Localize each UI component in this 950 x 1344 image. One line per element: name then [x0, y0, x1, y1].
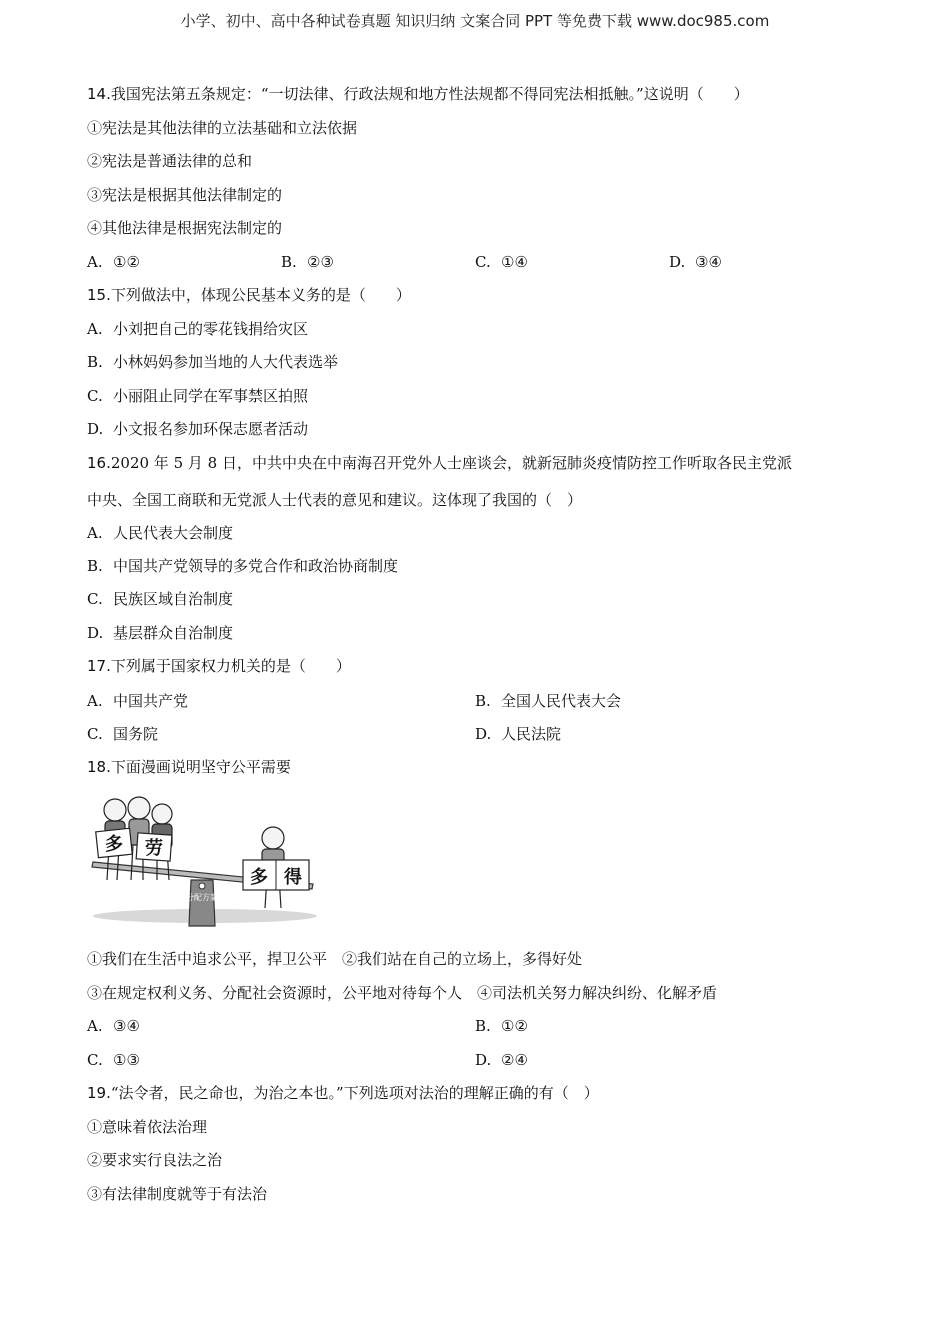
- question-number: 17.: [87, 657, 111, 675]
- q17-option-d[interactable]: D. 人民法院: [475, 725, 562, 743]
- q15-option-a[interactable]: A. 小刘把自己的零花钱捐给灾区: [87, 320, 309, 338]
- q14-option-d[interactable]: D. ③④: [669, 253, 722, 271]
- page-header: 小学、初中、高中各种试卷真题 知识归纳 文案合同 PPT 等免费下载 www.doc985.com: [180, 12, 770, 30]
- q14-option-c[interactable]: C. ①④: [475, 253, 528, 271]
- question-17-stem: 17.下列属于国家权力机关的是（ ）: [87, 657, 351, 675]
- question-number: 15.: [87, 286, 111, 304]
- q14-item-2: ②宪法是普通法律的总和: [87, 152, 253, 170]
- q19-item-3: ③有法律制度就等于有法治: [87, 1185, 268, 1203]
- q19-item-2: ②要求实行良法之治: [87, 1151, 223, 1169]
- q17-option-c[interactable]: C. 国务院: [87, 725, 159, 743]
- question-14-stem: 14.我国宪法第五条规定：“一切法律、行政法规和地方性法规都不得同宪法相抵触。”这说明（ ）: [87, 85, 749, 103]
- q16-option-c[interactable]: C. 民族区域自治制度: [87, 590, 234, 608]
- question-19-stem: 19.“法令者，民之命也，为治之本也。”下列选项对法治的理解正确的有（ ）: [87, 1084, 599, 1102]
- q14-option-b[interactable]: B. ②③: [281, 253, 334, 271]
- q14-option-a[interactable]: A. ①②: [87, 253, 140, 271]
- sign-right-2: 得: [284, 867, 302, 888]
- q18-option-c[interactable]: C. ①③: [87, 1051, 140, 1069]
- sign-left-2: 劳: [145, 838, 163, 859]
- q18-items-line-2: ③在规定权利义务、分配社会资源时，公平地对待每个人 ④司法机关努力解决纠纷、化解矛盾: [87, 984, 718, 1002]
- question-number: 18.: [87, 758, 111, 776]
- q14-item-1: ①宪法是其他法律的立法基础和立法依据: [87, 119, 358, 137]
- question-number: 16.: [87, 454, 111, 472]
- q15-option-d[interactable]: D. 小文报名参加环保志愿者活动: [87, 420, 309, 438]
- q17-option-a[interactable]: A. 中国共产党: [87, 692, 189, 710]
- question-16-stem: 16.2020 年 5 月 8 日，中共中央在中南海召开党外人士座谈会，就新冠肺炎疫情防控工作听取各民主党派: [87, 454, 792, 472]
- q18-option-a[interactable]: A. ③④: [87, 1017, 140, 1035]
- q16-option-b[interactable]: B. 中国共产党领导的多党合作和政治协商制度: [87, 557, 399, 575]
- question-15-stem: 15.下列做法中，体现公民基本义务的是（ ）: [87, 286, 411, 304]
- sign-left-1: 多: [105, 834, 123, 855]
- q16-option-d[interactable]: D. 基层群众自治制度: [87, 624, 234, 642]
- q15-option-b[interactable]: B. 小林妈妈参加当地的人大代表选举: [87, 353, 339, 371]
- q14-item-4: ④其他法律是根据宪法制定的: [87, 219, 283, 237]
- question-16-stem-cont: 中央、全国工商联和无党派人士代表的意见和建议。这体现了我国的（ ）: [87, 491, 583, 509]
- q14-item-3: ③宪法是根据其他法律制定的: [87, 186, 283, 204]
- sign-right-1: 多: [250, 867, 268, 888]
- q19-item-1: ①意味着依法治理: [87, 1118, 208, 1136]
- q16-option-a[interactable]: A. 人民代表大会制度: [87, 524, 234, 542]
- q18-items-line-1: ①我们在生活中追求公平，捍卫公平 ②我们站在自己的立场上，多得好处: [87, 950, 583, 968]
- question-number: 14.: [87, 85, 111, 103]
- q15-option-c[interactable]: C. 小丽阻止同学在军事禁区拍照: [87, 387, 309, 405]
- q18-option-b[interactable]: B. ①②: [475, 1017, 528, 1035]
- question-number: 19.: [87, 1084, 111, 1102]
- question-18-stem: 18.下面漫画说明坚守公平需要: [87, 758, 291, 776]
- seesaw-comic-illustration: [87, 788, 323, 932]
- q18-option-d[interactable]: D. ②④: [475, 1051, 528, 1069]
- q17-option-b[interactable]: B. 全国人民代表大会: [475, 692, 622, 710]
- fulcrum-label-1: 分配方案: [186, 893, 218, 902]
